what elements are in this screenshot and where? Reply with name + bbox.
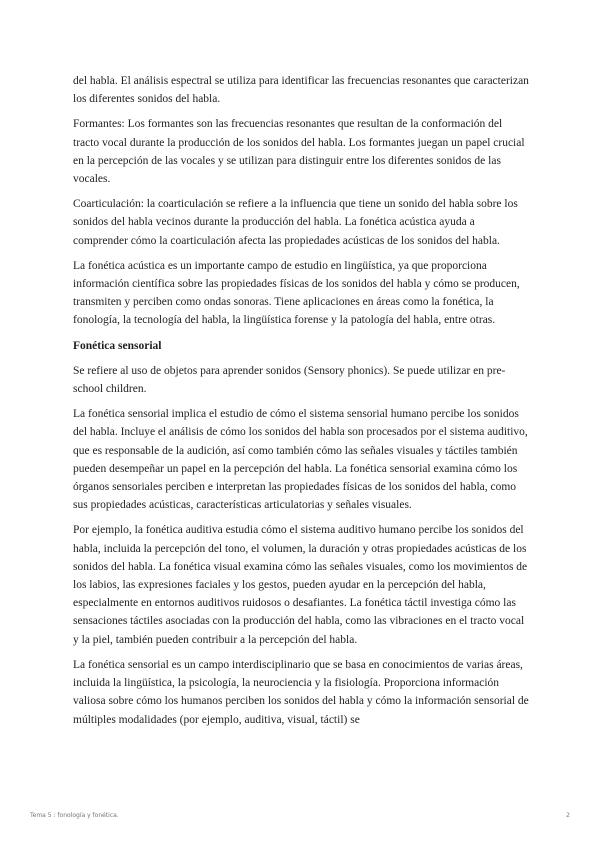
paragraph-fonetica-acustica-summary: La fonética acústica es un importante campo de estudio en lingüística, ya que proporciona información científica sobre las propiedades físicas de los sonidos del habla y cómo se producen, transmiten y perciben como ondas sonoras. Tiene aplicaciones en áreas como la fonética, la fonología, la tecnología del habla, la lingüística forense y la patología del habla, entre otras. (73, 259, 520, 327)
paragraph-analisis-espectral-continuation: del habla. El análisis espectral se utiliza para identificar las frecuencias resonantes que caracterizan los diferentes sonidos del habla. (73, 75, 529, 106)
paragraph-fonetica-sensorial-interdisciplinary: La fonética sensorial es un campo interdisciplinario que se basa en conocimientos de varias áreas, incluida la lingüística, la psicología, la neurociencia y la fisiología. Proporciona información valiosa sobre cómo los humanos perciben los sonidos del habla y cómo la información sensorial de múltiples modalidades (por ejemplo, auditiva, visual, táctil) se (73, 658, 529, 726)
paragraph-fonetica-sensorial-definition: La fonética sensorial implica el estudio de cómo el sistema sensorial humano percibe los sonidos del habla. Incluye el análisis de cómo los sonidos del habla son procesados por el sistema auditivo, que es responsable de la audición, así como también cómo las señales visuales y táctiles también pueden desempeñar un papel en la percepción del habla. La fonética sensorial examina cómo los órganos sensoriales perciben e interpretan las propiedades físicas de los sonidos del habla, como sus propiedades acústicas, características articulatorias y señales visuales. (73, 408, 528, 512)
page-number: 2 (566, 812, 570, 819)
page-body (73, 72, 529, 736)
paragraph-sensory-phonics: Se refiere al uso de objetos para aprender sonidos (Sensory phonics). Se puede utilizar en pre-school children. (73, 364, 506, 396)
paragraph-coarticulacion: Coarticulación: la coarticulación se refiere a la influencia que tiene un sonido del habla sobre los sonidos del habla vecinos durante la producción del habla. La fonética acústica ayuda a comprender cómo la coarticulación afecta las propiedades acústicas de los sonidos del habla. (73, 198, 518, 247)
paragraph-formantes: Formantes: Los formantes son las frecuencias resonantes que resultan de la conformación del tracto vocal durante la producción de los sonidos del habla. Los formantes juegan un papel crucial en la percepción de las vocales y se utilizan para distinguir entre los diferentes sonidos de las vocales. (73, 118, 525, 186)
section-heading-fonetica-sensorial: Fonética sensorial (73, 339, 162, 352)
paragraph-fonetica-sensorial-examples: Por ejemplo, la fonética auditiva estudia cómo el sistema auditivo humano percibe los sonidos del habla, incluida la percepción del tono, el volumen, la duración y otras propiedades acústicas de los sonidos del habla. La fonética visual examina cómo las señales visuales, como los movimientos de los labios, las expresiones faciales y los gestos, pueden ayudar en la percepción del habla, especialmente en entornos auditivos ruidosos o desafiantes. La fonética táctil investiga cómo las sensaciones táctiles asociadas con la producción del habla, como las vibraciones en el tracto vocal y la piel, también pueden contribuir a la percepción del habla. (73, 524, 528, 646)
footer-title: Tema 5 : fonología y fonética. (30, 812, 119, 819)
